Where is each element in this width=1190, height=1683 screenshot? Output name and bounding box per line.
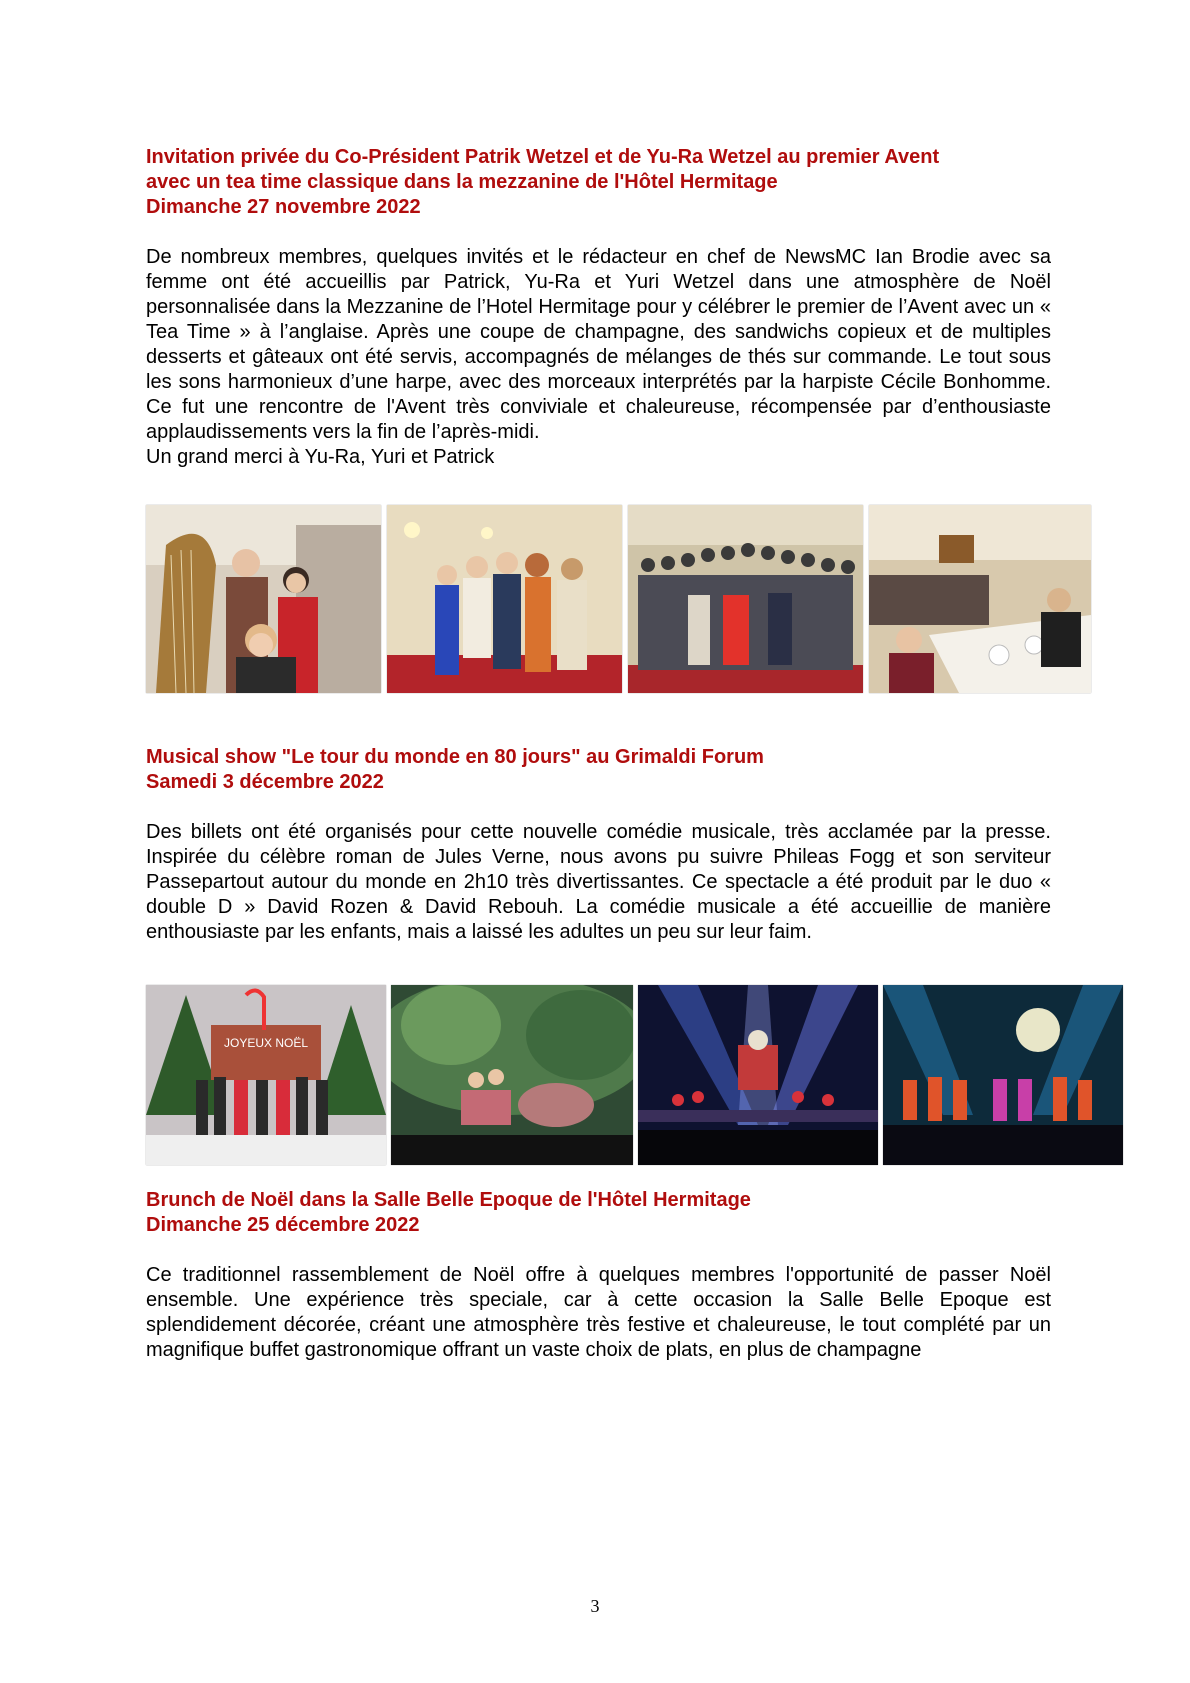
section-title [146,145,1051,220]
photo-stage-lights [638,985,878,1165]
section-musical-show [146,745,1051,945]
body-paragraph: De nombreux membres, quelques invités et le rédacteur en chef de NewsMC Ian Brodie avec sa femme ont été accueillis par Patrick, Yu-Ra et Yuri Wetzel dans une atmosphère de Noël personnalisée dans la Mezzanine de l’Hotel Hermitage pour y célébrer le premier de l’Avent avec un « Tea Time » à l’anglaise. Après une coupe de champagne, des sandwichs copieux et de multiples desserts et gâteaux ont été servis, accompagnés de mélanges de thés sur commande. Le tout sous les sons harmonieux d’une harpe, avec des morceaux interprétés par la harpiste Cécile Bonhomme. Ce fut une rencontre de l'Avent très conviviale et chaleureuse, récompensée par d’enthousiaste applaudissements vers la fin de l’après-midi. [146,246,1051,443]
photo-stage-dancers [883,985,1123,1165]
title-line: Brunch de Noël dans la Salle Belle Epoque de l'Hôtel Hermitage [146,1189,751,1211]
body-closing-line: Un grand merci à Yu-Ra, Yuri et Patrick [146,446,495,468]
photo-tea-tables [869,505,1091,693]
title-line: avec un tea time classique dans la mezzanine de l'Hôtel Hermitage [146,171,778,193]
section-body [146,1263,1051,1363]
photo-group-mezzanine [387,505,622,693]
section-tea-time [146,145,1051,470]
page-number: 3 [590,1596,600,1616]
body-paragraph: Ce traditionnel rassemblement de Noël offre à quelques membres l'opportunité de passer Noël ensemble. Une expérience très speciale, car à cette occasion la Salle Belle Epoque est splendidement décorée, créant une atmosphère très festive et chaleureuse, le tout complété par un magnifique buffet gastronomique offrant un vaste choix de plats, en plus de champagne [146,1264,1051,1361]
photo-harp-hosts [146,505,381,693]
section-body [146,245,1051,470]
photo-row-tea-time [146,505,1091,693]
title-line: Invitation privée du Co-Président Patrik Wetzel et de Yu-Ra Wetzel au premier Avent [146,146,940,168]
title-date: Dimanche 25 décembre 2022 [146,1214,420,1236]
section-title [146,1188,1051,1238]
section-christmas-brunch [146,1188,1051,1363]
title-date: Samedi 3 décembre 2022 [146,771,384,793]
section-title [146,745,1051,795]
photo-group-christmas-decor [146,985,386,1165]
decor-sign-text: JOYEUX NOËL [223,1036,309,1050]
title-line: Musical show "Le tour du monde en 80 jours" au Grimaldi Forum [146,746,764,768]
photo-group-stairs [628,505,863,693]
body-paragraph: Des billets ont été organisés pour cette nouvelle comédie musicale, très acclamée par la presse. Inspirée du célèbre roman de Jules Verne, nous avons pu suivre Phileas Fogg et son serviteur Passepartout autour du monde en 2h10 très divertissantes. Ce spectacle a été produit par le duo « double D » David Rozen & David Rebouh. La comédie musicale a été accueillie de manière enthousiaste par les enfants, mais a laissé les adultes un peu sur leur faim. [146,821,1051,943]
section-body [146,820,1051,945]
photo-row-musical [146,985,1123,1165]
photo-stage-jungle [391,985,633,1165]
title-date: Dimanche 27 novembre 2022 [146,196,421,218]
